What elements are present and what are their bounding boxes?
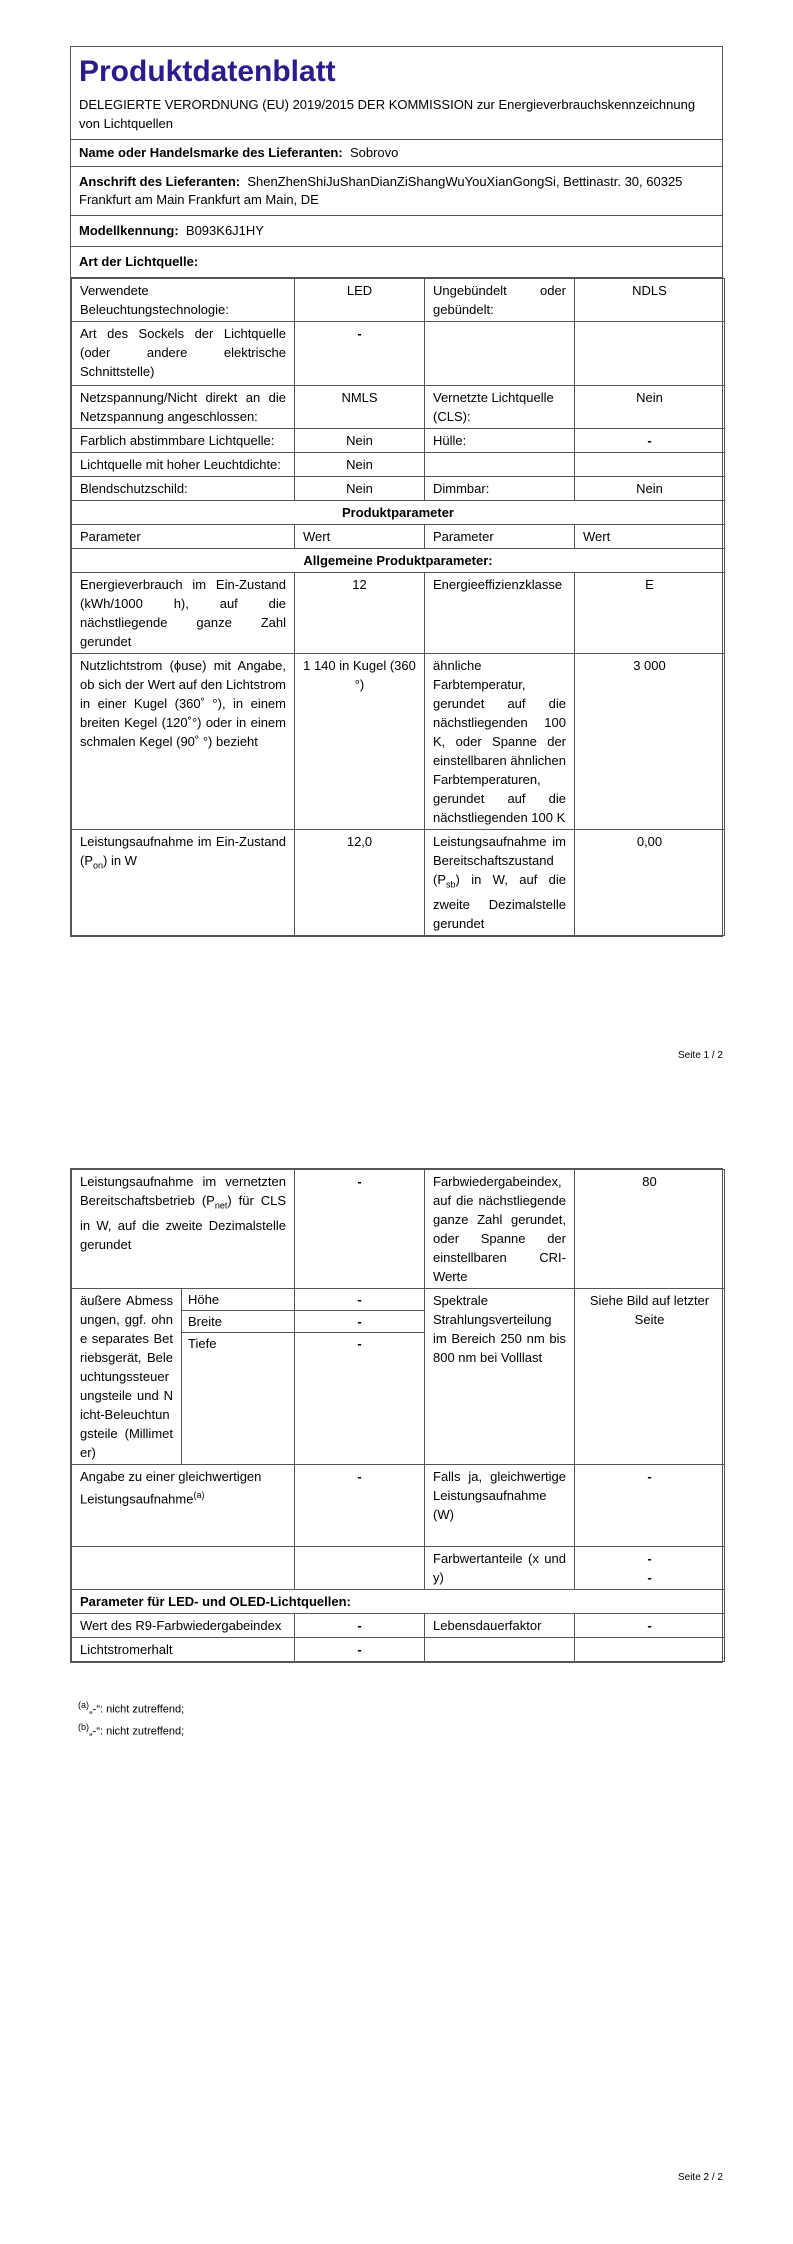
- page-2: [0, 1122, 793, 2244]
- param-label: Energieeffizienzklasse: [425, 573, 575, 654]
- supplier-name-value: Sobrovo: [349, 145, 399, 160]
- param-value: LED: [295, 279, 425, 322]
- supplier-name-row: [71, 140, 722, 167]
- column-header-parameter: Parameter: [72, 525, 295, 549]
- param-value: Nein: [575, 386, 725, 429]
- page-1: [0, 0, 793, 1100]
- table-row: [72, 429, 725, 453]
- param-value: -: [295, 1614, 425, 1638]
- param-value: -: [575, 429, 725, 453]
- param-label: Lichtstromerhalt: [72, 1638, 295, 1662]
- param-value: [575, 453, 725, 477]
- param-value: Nein: [575, 477, 725, 501]
- param-value: -: [575, 1465, 725, 1547]
- param-value: -: [295, 1170, 425, 1289]
- param-value: 12,0: [295, 830, 425, 936]
- table-row: [72, 549, 725, 573]
- table-row: [72, 477, 725, 501]
- page-number: Seite 2 / 2: [677, 2172, 723, 2183]
- table-row: [72, 1465, 725, 1547]
- param-value: -: [295, 1638, 425, 1662]
- param-value: 3 000: [575, 654, 725, 830]
- param-label: Leistungsaufnahme im Bereitschaftszustand $(P_{sb})$ in W, auf die zweite Dezimalstelle gerundet: [425, 830, 575, 936]
- param-label: äußere Abmessungen, ggf. ohne separates Betriebsgerät, Beleuchtungssteuerungsteile und Nicht-Beleuchtungsteile (Millimeter): [72, 1289, 182, 1464]
- table-row: [72, 1547, 725, 1590]
- param-value: Nein: [295, 477, 425, 501]
- param-value: 12: [295, 573, 425, 654]
- supplier-name-label: Name oder Handelsmarke des Lieferanten:: [79, 145, 343, 160]
- footnote: $^{(b)}$„-“: nicht zutreffend;: [78, 1722, 185, 1738]
- params-table-page-2: [71, 1169, 725, 1662]
- dimension-label: Höhe: [182, 1289, 294, 1311]
- param-label: Art des Sockels der Lichtquelle (oder andere elektrische Schnittstelle): [72, 322, 295, 386]
- dimension-value: -: [295, 1289, 424, 1311]
- param-label: [425, 322, 575, 386]
- dimension-value: -: [295, 1311, 424, 1333]
- param-value: - -: [575, 1547, 725, 1590]
- dimension-labels: [182, 1289, 294, 1464]
- datasheet-page-2: [70, 1168, 723, 1663]
- table-row: [72, 525, 725, 549]
- table-row: [72, 654, 725, 830]
- table-row: [72, 1590, 725, 1614]
- param-label: Spektrale Strahlungsverteilung im Bereich 250 nm bis 800 nm bei Volllast: [425, 1289, 575, 1465]
- dimensions-cell: [72, 1289, 295, 1465]
- param-value: [575, 322, 725, 386]
- param-label: Netzspannung/Nicht direkt an die Netzspannung angeschlossen:: [72, 386, 295, 429]
- table-row: [72, 453, 725, 477]
- param-label: [425, 453, 575, 477]
- table-row: [72, 830, 725, 936]
- param-label: Ungebündelt oder gebündelt:: [425, 279, 575, 322]
- param-label: Angabe zu einer gleichwertigen Leistungsaufnahme$^{(a)}$: [72, 1465, 295, 1547]
- param-value: Siehe Bild auf letzter Seite: [575, 1289, 725, 1465]
- table-row: [72, 1638, 725, 1662]
- param-label: Nutzlichtstrom (ϕuse) mit Angabe, ob sich der Wert auf den Lichtstrom in einer Kugel (360˚ °), in einem breiten Kegel (120˚°) oder in einem schmalen Kegel (90˚ °) bezieht: [72, 654, 295, 830]
- param-label: Verwendete Beleuchtungstechnologie:: [72, 279, 295, 322]
- param-value: E: [575, 573, 725, 654]
- param-value: -: [295, 1465, 425, 1547]
- table-row: [72, 1289, 725, 1465]
- document-title: Produktdatenblatt: [79, 55, 336, 88]
- param-value: NDLS: [575, 279, 725, 322]
- model-value: B093K6J1HY: [185, 223, 264, 238]
- table-row: [72, 1614, 725, 1638]
- table-row: [72, 279, 725, 322]
- param-label: Lebensdauerfaktor: [425, 1614, 575, 1638]
- param-value: -: [575, 1614, 725, 1638]
- datasheet-page-1: [70, 46, 723, 937]
- param-label: Leistungsaufnahme im Ein-Zustand $(P_{on})$ in W: [72, 830, 295, 936]
- table-row: [72, 573, 725, 654]
- column-header-parameter: Parameter: [425, 525, 575, 549]
- table-row: [72, 501, 725, 525]
- page-number: Seite 1 / 2: [677, 1050, 723, 1061]
- param-label: Blendschutzschild:: [72, 477, 295, 501]
- param-value: Nein: [295, 453, 425, 477]
- param-value: 0,00: [575, 830, 725, 936]
- param-value: -: [295, 322, 425, 386]
- dimension-value: -: [357, 1336, 362, 1351]
- param-label: Wert des R9-Farbwiedergabeindex: [72, 1614, 295, 1638]
- param-label: Hülle:: [425, 429, 575, 453]
- dimension-label: Breite: [182, 1311, 294, 1333]
- param-label: Vernetzte Lichtquelle (CLS):: [425, 386, 575, 429]
- supplier-address-value: ShenZhenShiJuShanDianZiShangWuYouXianGongSi, Bettinastr. 30, 60325 Frankfurt am Main Frankfurt am Main, DE: [79, 174, 683, 207]
- led-params-heading: Parameter für LED- und OLED-Lichtquellen:: [72, 1590, 725, 1614]
- param-label: Farblich abstimmbare Lichtquelle:: [72, 429, 295, 453]
- param-label: Falls ja, gleichwertige Leistungsaufnahme (W): [425, 1465, 575, 1547]
- light-source-table: [71, 278, 725, 936]
- product-params-heading: Produktparameter: [72, 501, 725, 525]
- param-label: Farbwiedergabeindex, auf die nächstliegende ganze Zahl gerundet, oder Spanne der einstellbaren CRI-Werte: [425, 1170, 575, 1289]
- param-value: Nein: [295, 429, 425, 453]
- param-label: Energieverbrauch im Ein-Zustand (kWh/1000 h), auf die nächstliegende ganze Zahl gerundet: [72, 573, 295, 654]
- empty-cell: [425, 1638, 575, 1662]
- param-value: 80: [575, 1170, 725, 1289]
- table-row: [72, 386, 725, 429]
- dimension-values: [295, 1289, 425, 1465]
- param-label: Lichtquelle mit hoher Leuchtdichte:: [72, 453, 295, 477]
- empty-cell: [575, 1638, 725, 1662]
- table-row: [72, 322, 725, 386]
- param-value: NMLS: [295, 386, 425, 429]
- table-row: [72, 1170, 725, 1289]
- empty-cell: [72, 1547, 295, 1590]
- param-label: Farbwertanteile (x und y): [425, 1547, 575, 1590]
- param-label: Leistungsaufnahme im vernetzten Bereitschaftsbetrieb $(P_{net})$ für CLS in W, auf die zweite Dezimalstelle gerundet: [72, 1170, 295, 1289]
- param-label: ähnliche Farbtemperatur, gerundet auf die nächstliegenden 100 K, oder Spanne der einstellbaren ähnlichen Farbtemperaturen, gerundet auf die nächstliegenden 100 K: [425, 654, 575, 830]
- supplier-address-row: [71, 167, 722, 216]
- column-header-value: Wert: [295, 525, 425, 549]
- model-row: [71, 216, 722, 247]
- document-subtitle: DELEGIERTE VERORDNUNG (EU) 2019/2015 DER KOMMISSION zur Energieverbrauchskennzeichnung von Lichtquellen: [71, 93, 722, 140]
- empty-cell: [295, 1547, 425, 1590]
- column-header-value: Wert: [575, 525, 725, 549]
- param-value: 1 140 in Kugel (360 °): [295, 654, 425, 830]
- footnote: $^{(a)}$„-“: nicht zutreffend;: [78, 1700, 185, 1716]
- param-label: Dimmbar:: [425, 477, 575, 501]
- model-label: Modellkennung:: [79, 223, 179, 238]
- supplier-address-label: Anschrift des Lieferanten:: [79, 174, 241, 189]
- general-params-heading: Allgemeine Produktparameter:: [72, 549, 725, 573]
- dimension-label: Tiefe: [188, 1336, 217, 1351]
- light-source-type-heading: Art der Lichtquelle:: [71, 247, 722, 278]
